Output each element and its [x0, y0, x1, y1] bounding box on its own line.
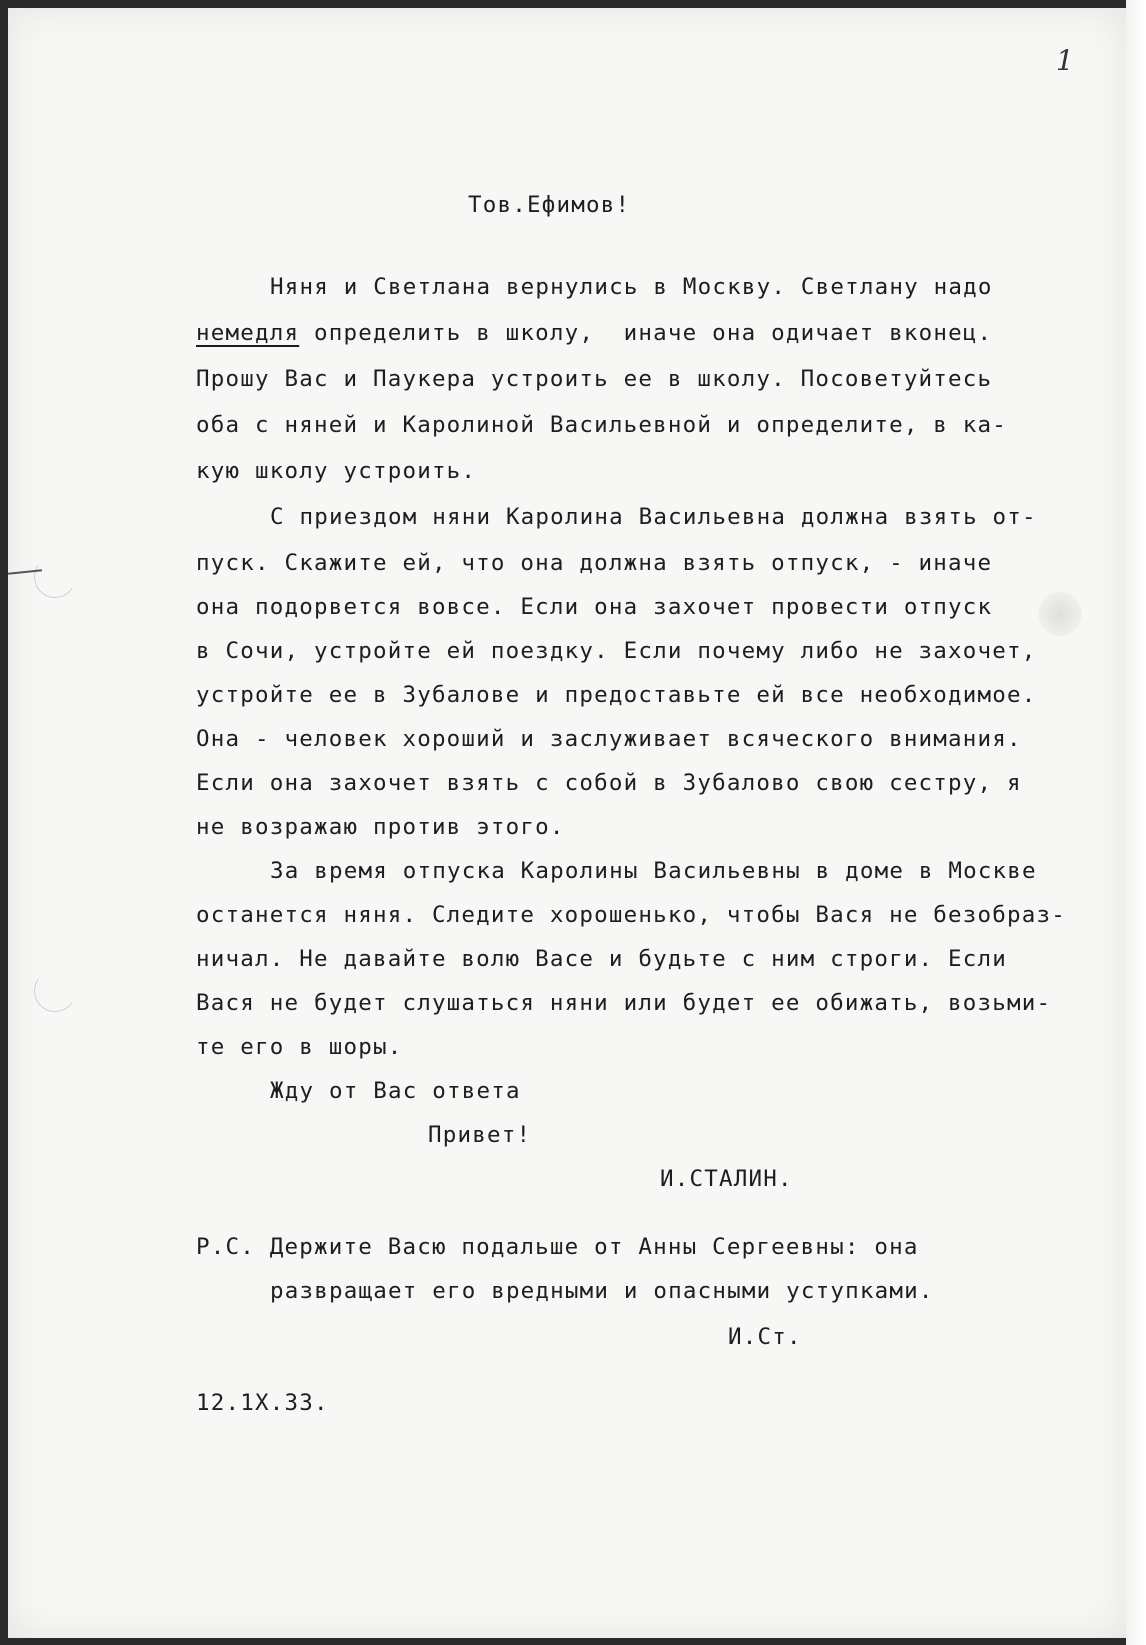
- paragraph-2-line-7: Если она захочет взять с собой в Зубалово свою сестру, я: [196, 770, 1022, 796]
- smudge-mark: [1038, 592, 1082, 636]
- page-number: 1: [1056, 44, 1074, 77]
- paragraph-2-line-8: не возражаю против этого.: [196, 814, 565, 840]
- paragraph-1-line-2: [196, 322, 992, 345]
- underlined-word: немедля: [196, 320, 300, 346]
- greeting-line: Привет!: [428, 1122, 532, 1148]
- paragraph-2-line-4: в Сочи, устройте ей поездку. Если почему либо не захочет,: [196, 638, 1037, 664]
- paragraph-2-line-1: С приездом няни Каролина Васильевна должна взять от-: [270, 504, 1037, 530]
- paragraph-3-line-5: те его в шоры.: [196, 1034, 403, 1060]
- date: 12.1Х.33.: [196, 1390, 329, 1416]
- paragraph-1-line-2-rest: определить в школу, иначе она одичает вконец.: [299, 320, 993, 346]
- paragraph-2-line-5: устройте ее в Зубалове и предоставьте ей все необходимое.: [196, 682, 1037, 708]
- paragraph-3-line-2: останется няня. Следите хорошенько, чтобы Вася не безобраз-: [196, 902, 1067, 928]
- salutation: Тов.Ефимов!: [468, 192, 631, 218]
- paragraph-1-line-5: кую школу устроить.: [196, 458, 477, 484]
- await-reply-line: Жду от Вас ответа: [270, 1078, 521, 1104]
- paragraph-1-line-3: Прошу Вас и Паукера устроить ее в школу. Посоветуйтесь: [196, 366, 993, 392]
- document-page: [8, 8, 1126, 1638]
- paragraph-1-line-1: Няня и Светлана вернулись в Москву. Светлану надо: [270, 274, 993, 300]
- paragraph-2-line-2: пуск. Скажите ей, что она должна взять отпуск, - иначе: [196, 550, 993, 576]
- postscript-signature: И.Ст.: [728, 1324, 802, 1350]
- postscript-line-1: Р.С. Держите Васю подальше от Анны Сергеевны: она: [196, 1234, 919, 1260]
- paragraph-3-line-4: Вася не будет слушаться няни или будет ее обижать, возьми-: [196, 990, 1052, 1016]
- paragraph-2-line-3: она подорвется вовсе. Если она захочет провести отпуск: [196, 594, 993, 620]
- scan-edge: [1126, 0, 1146, 1645]
- signature: И.СТАЛИН.: [660, 1166, 793, 1192]
- paragraph-2-line-6: Она - человек хороший и заслуживает всяческого внимания.: [196, 726, 1022, 752]
- punch-hole-mark: [31, 553, 80, 602]
- paragraph-3-line-3: ничал. Не давайте волю Васе и будьте с ним строги. Если: [196, 946, 1008, 972]
- punch-hole-mark: [31, 967, 80, 1016]
- postscript-line-2: развращает его вредными и опасными уступками.: [270, 1278, 934, 1304]
- paragraph-3-line-1: За время отпуска Каролины Васильевны в доме в Москве: [270, 858, 1037, 884]
- paragraph-1-line-4: оба с няней и Каролиной Васильевной и определите, в ка-: [196, 412, 1008, 438]
